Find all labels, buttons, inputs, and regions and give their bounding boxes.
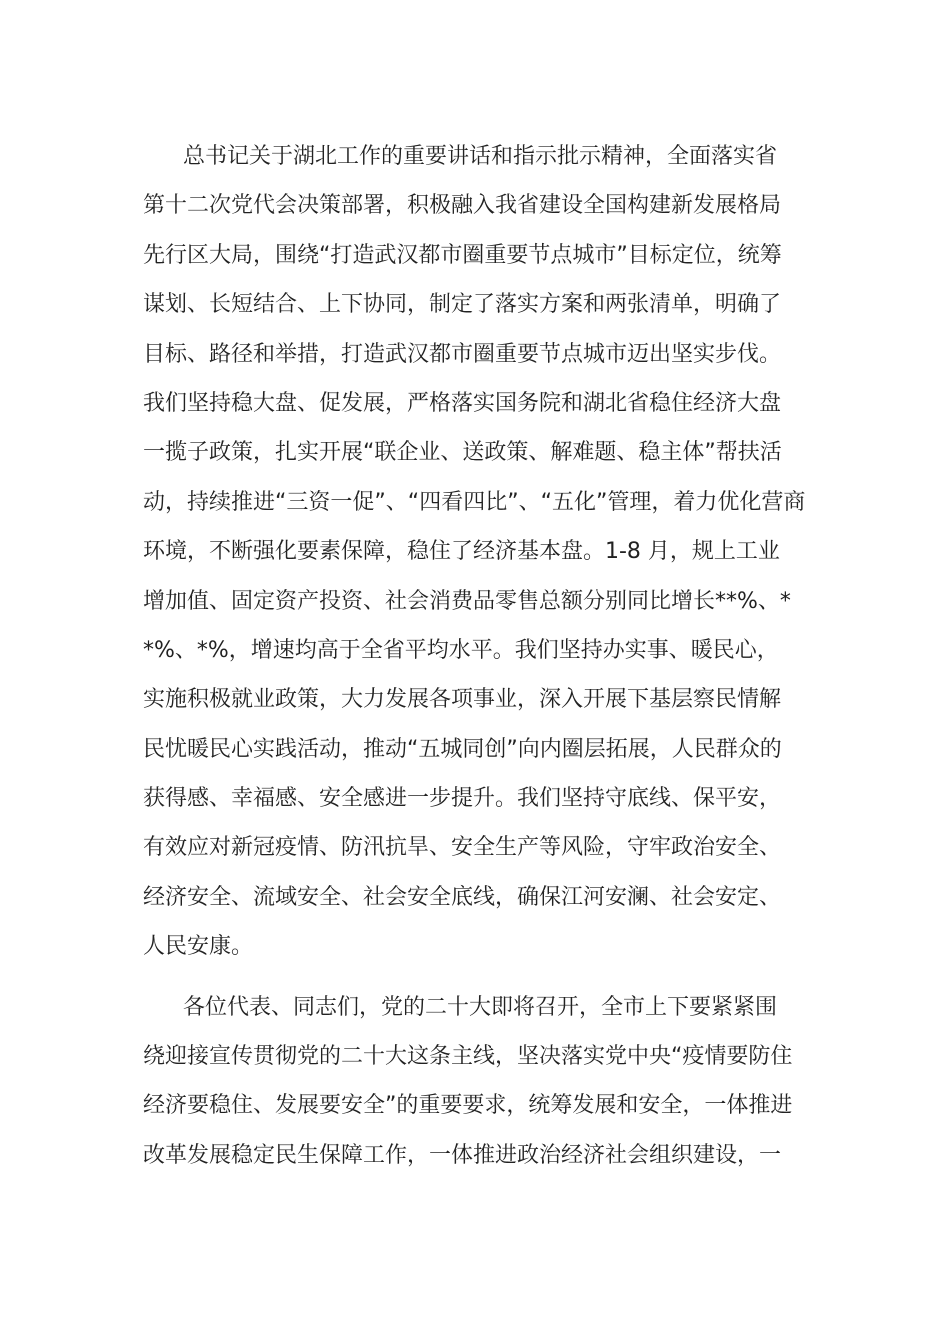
- paragraph-1: [143, 132, 807, 972]
- text-line: 目标、路径和举措，打造武汉都市圈重要节点城市迈出坚实步伐。: [143, 341, 782, 367]
- text-line: 先行区大局，围绕“打造武汉都市圈重要节点城市”目标定位，统筹: [143, 242, 782, 268]
- text-line: 经济安全、流域安全、社会安全底线，确保江河安澜、社会安定、: [143, 884, 782, 910]
- body-text: [143, 132, 807, 1180]
- paragraph-2: [143, 983, 807, 1181]
- text-line: 有效应对新冠疫情、防汛抗旱、安全生产等风险，守牢政治安全、: [143, 835, 782, 861]
- text-line: 我们坚持稳大盘、促发展，严格落实国务院和湖北省稳住经济大盘: [143, 390, 782, 416]
- text-line: 改革发展稳定民生保障工作，一体推进政治经济社会组织建设，一: [143, 1142, 782, 1168]
- text-line: 各位代表、同志们，党的二十大即将召开，全市上下要紧紧围: [183, 994, 778, 1020]
- text-line: 环境，不断强化要素保障，稳住了经济基本盘。1-8 月，规上工业: [143, 539, 780, 565]
- text-line: 经济要稳住、发展要安全”的重要要求，统筹发展和安全，一体推进: [143, 1093, 793, 1119]
- text-line: 总书记关于湖北工作的重要讲话和指示批示精神，全面落实省: [183, 144, 778, 169]
- text-line: 第十二次党代会决策部署，积极融入我省建设全国构建新发展格局: [143, 193, 782, 219]
- text-line: 谋划、长短结合、上下协同，制定了落实方案和两张清单，明确了: [143, 292, 782, 318]
- text-line: 实施积极就业政策，大力发展各项事业，深入开展下基层察民情解: [143, 687, 782, 713]
- text-line: 获得感、幸福感、安全感进一步提升。我们坚持守底线、保平安，: [143, 786, 782, 812]
- text-line: 人民安康。: [143, 934, 254, 960]
- text-line: 增加值、固定资产投资、社会消费品零售总额分别同比增长**%、*: [143, 588, 791, 614]
- text-line: 动，持续推进“三资一促”、“四看四比”、“五化”管理，着力优化营商: [143, 489, 806, 515]
- text-line: 一揽子政策，扎实开展“联企业、送政策、解难题、稳主体”帮扶活: [143, 440, 782, 466]
- text-line: *%、*%，增速均高于全省平均水平。我们坚持办实事、暖民心，: [143, 637, 779, 663]
- text-line: 绕迎接宣传贯彻党的二十大这条主线，坚决落实党中央“疫情要防住: [143, 1044, 793, 1070]
- text-line: 民忧暖民心实践活动，推动“五城同创”向内圈层拓展，人民群众的: [143, 736, 782, 762]
